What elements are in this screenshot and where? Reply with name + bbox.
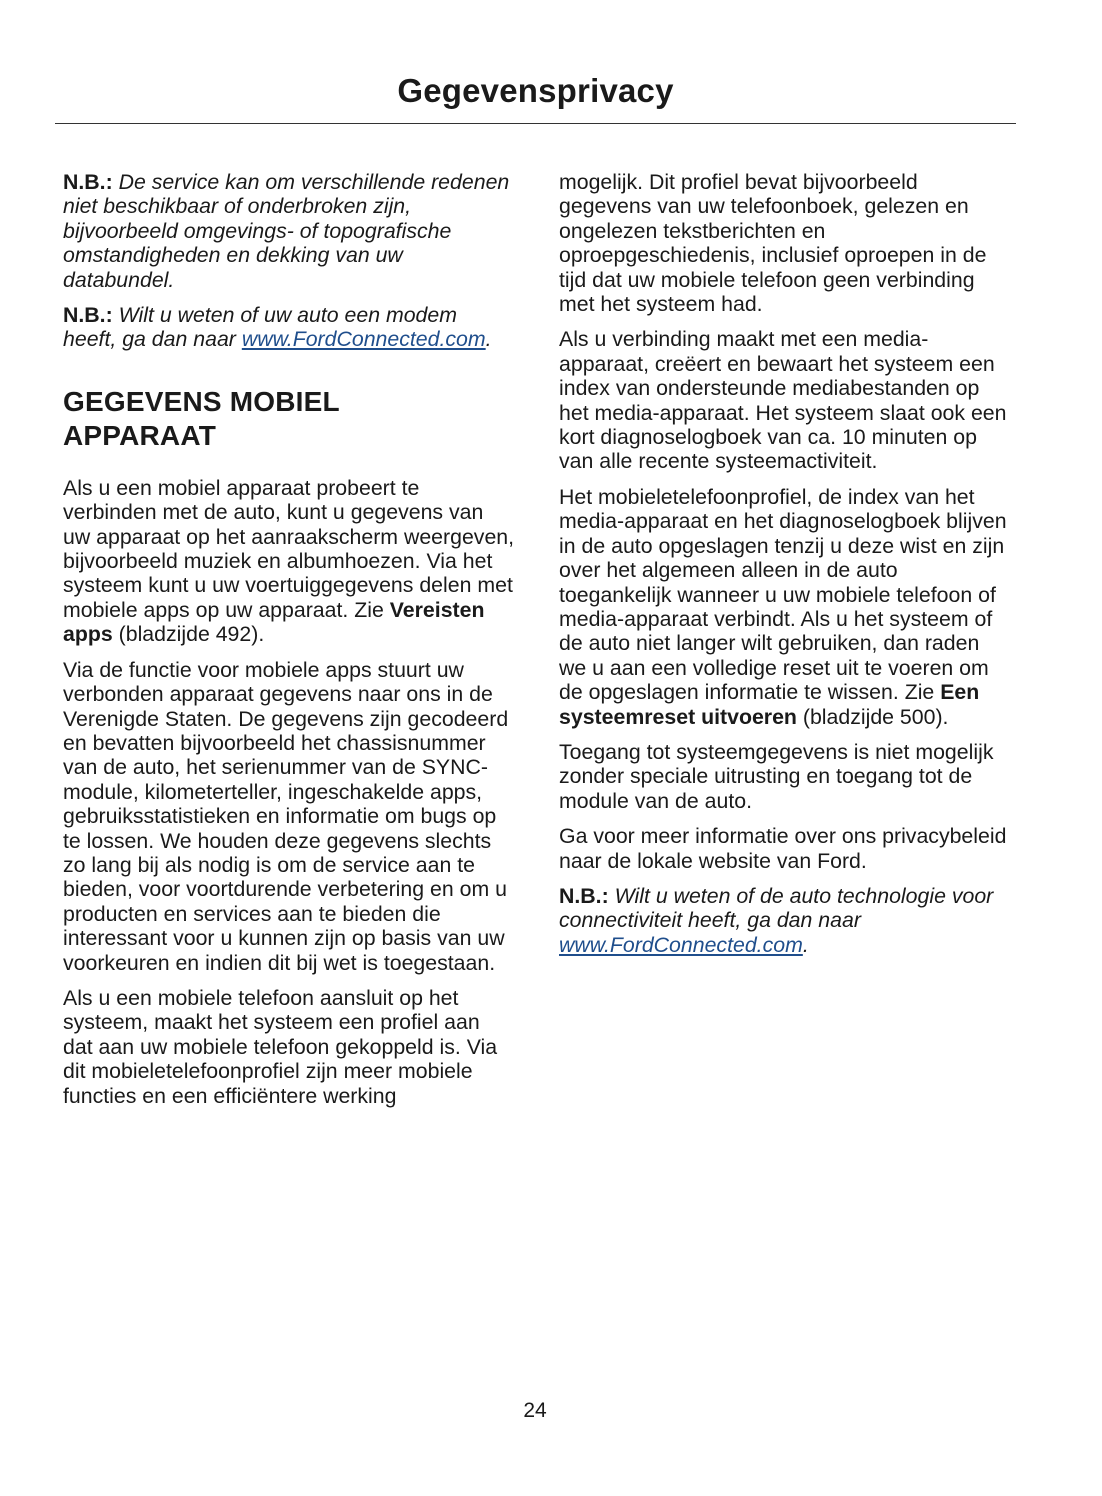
fordconnected-link[interactable]: www.FordConnected.com — [559, 932, 803, 957]
paragraph-data-storage — [559, 485, 1011, 729]
paragraph-mobile-device — [63, 476, 515, 647]
paragraph-phone-profile: Als u een mobiele telefoon aansluit op het systeem, maakt het systeem een profiel aan dat aan uw mobiele telefoon gekoppeld is. Via dit mobieletelefoonprofiel zijn meer mobiele functies en een efficiëntere werking — [63, 985, 498, 1108]
cross-reference-apps[interactable]: Vereisten apps — [63, 597, 485, 647]
note-suffix: . — [802, 932, 809, 957]
note-label: N.B.: — [63, 170, 113, 194]
section-heading-line1: GEGEVENS MOBIEL — [63, 385, 340, 417]
note-text: Wilt u weten of uw auto een modem heeft, ga dan naar — [63, 303, 457, 352]
note-label: N.B.: — [559, 883, 609, 908]
page-number: 24 — [523, 1399, 547, 1422]
page-title: Gegevensprivacy — [397, 72, 674, 109]
paragraph-mobile-apps: Via de functie voor mobiele apps stuurt uw verbonden apparaat gegevens naar ons in de Verenigde Staten. De gegevens zijn gecodeerd en bevatten bijvoorbeeld het chassisnummer van de auto, het serienummer van de SYNC-module, kilometerteller, ingeschakelde apps, gebruiksstatistieken en informatie om bugs op te lossen. We houden deze gegevens slechts zo lang bij als nodig is om de service aan te bieden, voor voortdurende verbetering en om u producten en services aan te bieden die interessant voor u kunnen zijn op basis van uw voorkeuren en indien dit bij wet is toegestaan. — [63, 657, 509, 975]
paragraph-text: Als u een mobiel apparaat probeert te verbinden met de auto, kunt u gegevens van uw apparaat op het aanraakscherm weergeven, bijvoorbeeld muziek en albumhoezen. Via het systeem kunt u uw voertuiggegevens delen met mobiele apps op uw apparaat. Zie — [63, 475, 515, 622]
right-column — [559, 170, 1011, 968]
cross-reference-page: (bladzijde 492). — [118, 622, 265, 647]
section-heading-line2: APPARAAT — [63, 419, 217, 451]
left-column — [63, 170, 515, 1119]
note-modem — [63, 303, 515, 352]
paragraph-privacy-policy: Ga voor meer informatie over ons privacybeleid naar de lokale website van Ford. — [559, 824, 1007, 873]
note-suffix: . — [485, 327, 492, 352]
note-label: N.B.: — [63, 303, 113, 328]
paragraph-profile-contents: mogelijk. Dit profiel bevat bijvoorbeeld gegevens van uw telefoonboek, gelezen en ongelezen tekstberichten en oproepgeschiedenis, inclusief oproepen in de tijd dat uw mobiele telefoon geen verbinding met het systeem had. — [559, 170, 987, 317]
cross-reference-reset[interactable]: Een systeemreset uitvoeren — [559, 680, 980, 729]
paragraph-media-device: Als u verbinding maakt met een media-apparaat, creëert en bewaart het systeem een index van ondersteunde mediabestanden op het media-apparaat. Het systeem slaat ook een kort diagnoselogboek van ca. 10 minuten op van alle recente systeemactiviteit. — [559, 327, 1007, 474]
page-header — [55, 70, 1016, 112]
paragraph-text: Het mobieletelefoonprofiel, de index van het media-apparaat en het diagnoselogboek blijven in de auto opgeslagen tenzij u deze wist en zijn over het algemeen alleen in de auto toegankelijk wanneer u uw mobiele telefoon of media-apparaat verbindt. Als u het systeem of de auto niet langer wilt gebruiken, dan raden we u aan een volledige reset uit te voeren om de opgeslagen informatie te wissen. Zie — [559, 484, 1007, 705]
note-text: Wilt u weten of de auto technologie voor connectiviteit heeft, ga dan naar — [559, 883, 994, 933]
note-connectivity — [559, 884, 1011, 957]
paragraph-system-access: Toegang tot systeemgegevens is niet mogelijk zonder speciale uitrusting en toegang tot de module van de auto. — [559, 739, 994, 813]
cross-reference-page: (bladzijde 500). — [802, 704, 949, 729]
header-divider — [55, 123, 1016, 124]
fordconnected-link[interactable]: www.FordConnected.com — [241, 327, 486, 352]
section-heading — [63, 385, 515, 453]
note-text: De service kan om verschillende redenen niet beschikbaar of onderbroken zijn, bijvoorbeeld omgevings- of topografische omstandigheden en dekking van uw databundel. — [63, 170, 510, 292]
note-service-availability — [63, 170, 515, 292]
